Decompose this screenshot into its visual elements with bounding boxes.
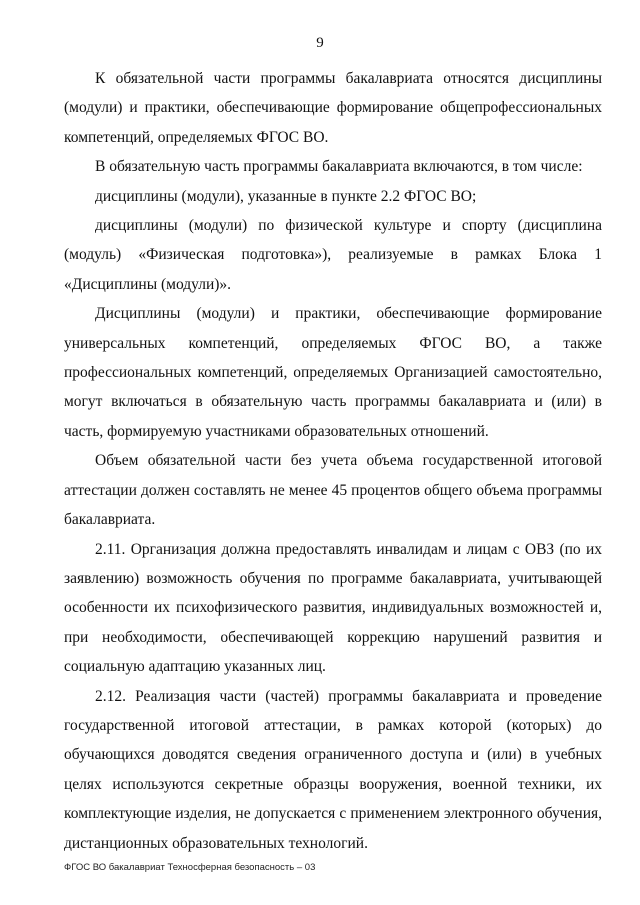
paragraph: Дисциплины (модули) и практики, обеспечивающие формирование универсальных компетенций, определяемых ФГОС ВО, а также профессиональных компетенций, определяемых Организацией самостоятельно, могут включаться в обязательную часть программы бакалавриата и (или) в часть, формируемую участниками образовательных отношений. (64, 305, 602, 440)
document-body (64, 64, 602, 858)
paragraph: дисциплины (модули), указанные в пункте 2.2 ФГОС ВО; (95, 187, 477, 205)
paragraph: дисциплины (модули) по физической культуре и спорту (дисциплина (модуль) «Физическая подготовка»), реализуемые в рамках Блока 1 «Дисциплины (модули)». (64, 217, 602, 293)
page-number: 9 (316, 35, 324, 51)
page-footer: ФГОС ВО бакалавриат Техносферная безопасность – 03 (64, 862, 316, 873)
paragraph: 2.11. Организация должна предоставлять инвалидам и лицам с ОВЗ (по их заявлению) возможность обучения по программе бакалавриата, учитывающей особенности их психофизического развития, индивидуальных возможностей и, при необходимости, обеспечивающей коррекцию нарушений развития и социальную адаптацию указанных лиц. (64, 540, 602, 676)
paragraph: В обязательную часть программы бакалавриата включаются, в том числе: (95, 158, 583, 176)
paragraph: К обязательной части программы бакалавриата относятся дисциплины (модули) и практики, обеспечивающие формирование общепрофессиональных компетенций, определяемых ФГОС ВО. (64, 70, 602, 146)
paragraph: Объем обязательной части без учета объема государственной итоговой аттестации должен составлять не менее 45 процентов общего объема программы бакалавриата. (64, 452, 602, 529)
paragraph: 2.12. Реализация части (частей) программы бакалавриата и проведение государственной итоговой аттестации, в рамках которой (которых) до обучающихся доводятся сведения ограниченного доступа и (или) в учебных целях используются секретные образцы вооружения, военной техники, их комплектующие изделия, не допускается с применением электронного обучения, дистанционных образовательных технологий. (64, 687, 602, 852)
